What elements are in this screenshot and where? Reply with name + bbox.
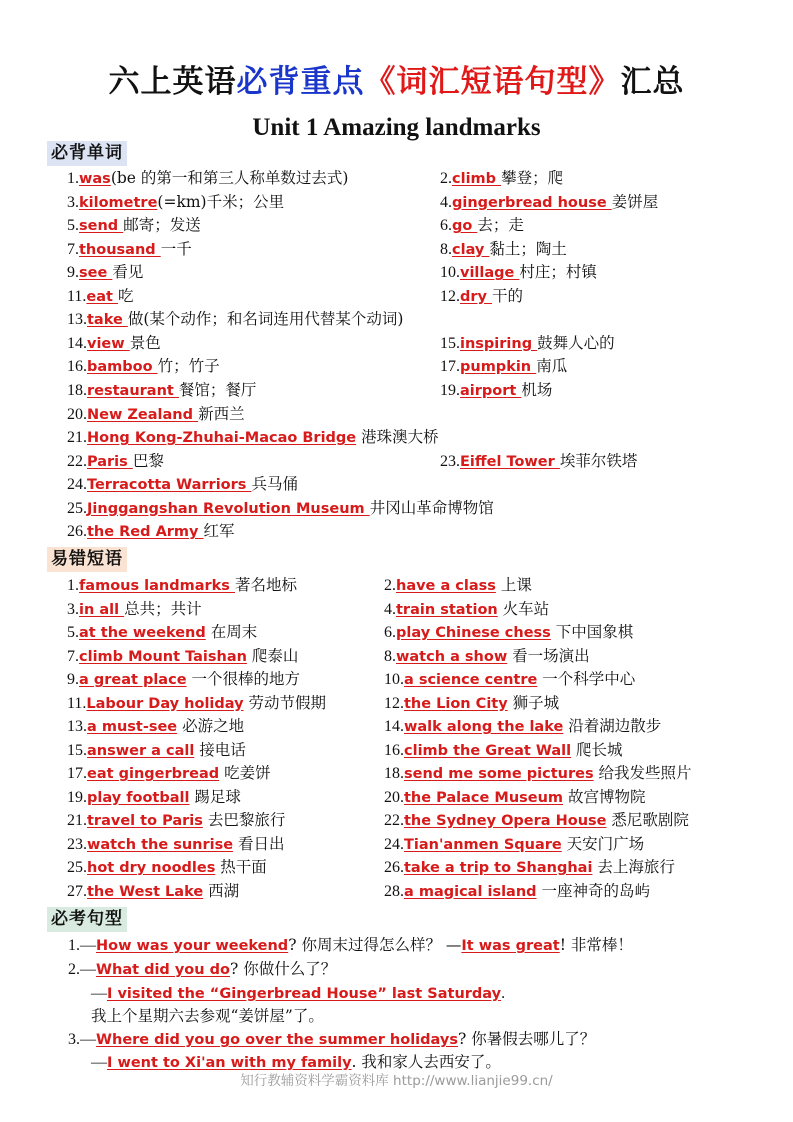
item-number: 7. — [67, 240, 79, 258]
list-item — [67, 598, 202, 622]
item-chinese: 看见 — [112, 263, 144, 282]
item-number: 21. — [67, 429, 87, 447]
item-english: see — [79, 265, 113, 282]
item-chinese: 机场 — [521, 380, 553, 399]
item-english: dry — [460, 288, 493, 305]
item-number: 6. — [384, 624, 396, 641]
list-item — [384, 692, 559, 716]
item-english: travel to Paris — [87, 813, 203, 829]
item-english: New Zealand — [87, 406, 199, 423]
sentence-2-question: 2.—What did you do? 你做什么了？ — [68, 960, 337, 978]
item-chinese: 一个科学中心 — [537, 670, 636, 688]
list-item — [67, 308, 403, 332]
list-item — [67, 786, 241, 810]
item-number: 26. — [67, 523, 87, 541]
item-chinese: 热干面 — [215, 858, 267, 876]
item-english: take — [87, 312, 128, 329]
item-chinese: 看日出 — [233, 834, 285, 853]
item-number: 14. — [67, 334, 87, 352]
list-item — [67, 497, 494, 521]
item-chinese: 村庄；村镇 — [519, 263, 597, 282]
item-number: 9. — [67, 264, 79, 282]
item-english: walk along the lake — [404, 719, 564, 735]
list-item — [67, 167, 348, 191]
item-number: 13. — [67, 311, 87, 329]
item-chinese: 姜饼屋 — [611, 192, 659, 211]
item-chinese: 去；走 — [477, 216, 524, 235]
item-chinese: 南瓜 — [536, 357, 568, 376]
item-chinese: 去巴黎旅行 — [202, 811, 286, 829]
item-chinese: 劳动节假期 — [243, 693, 327, 712]
list-item — [440, 191, 658, 215]
list-item — [67, 473, 298, 497]
item-number: 26. — [384, 859, 404, 876]
item-chinese: 景色 — [129, 333, 161, 352]
list-item — [67, 833, 285, 857]
sentence-1-answer: It was great — [461, 938, 560, 954]
item-number: 3. — [67, 600, 79, 618]
list-item — [384, 809, 689, 833]
item-number: 10. — [384, 671, 404, 688]
list-item — [67, 880, 239, 904]
list-item — [67, 762, 271, 786]
item-chinese: 沿着湖边散步 — [563, 717, 662, 735]
item-chinese: 去上海旅行 — [592, 858, 675, 876]
item-english: go — [452, 218, 478, 235]
item-number: 4. — [384, 600, 396, 618]
list-item — [384, 762, 692, 786]
item-english: hot dry noodles — [87, 860, 216, 876]
item-chinese: 西湖 — [203, 881, 240, 900]
item-chinese: (be 的第一和第三人称单数过去式) — [110, 169, 349, 187]
item-chinese: 下中国象棋 — [550, 623, 634, 641]
list-item — [440, 167, 563, 191]
item-english: the West Lake — [87, 883, 204, 900]
list-item — [440, 238, 567, 262]
item-number: 20. — [384, 788, 404, 806]
item-number: 23. — [440, 452, 460, 470]
item-chinese: 爬长城 — [571, 740, 623, 759]
item-english: a science centre — [404, 672, 538, 688]
item-number: 20. — [67, 405, 87, 423]
item-english: airport — [460, 382, 522, 399]
item-number: 23. — [67, 835, 87, 853]
item-english: bamboo — [87, 359, 158, 376]
item-chinese: 吃姜饼 — [219, 764, 271, 782]
item-chinese: 故宫博物院 — [563, 787, 646, 806]
item-english: Hong Kong-Zhuhai-Macao Bridge — [87, 430, 357, 447]
list-item — [384, 786, 645, 810]
item-number: 22. — [67, 452, 87, 470]
sentence-2-answer: —I visited the “Gingerbread House” last Saturday. — [91, 985, 506, 1002]
item-number: 13. — [67, 718, 87, 735]
list-item — [67, 692, 326, 716]
item-number: 8. — [384, 647, 396, 665]
item-english: the Lion City — [404, 695, 508, 712]
item-chinese: 悉尼歌剧院 — [606, 811, 689, 829]
item-chinese: 吃 — [118, 286, 134, 305]
item-number: 9. — [67, 671, 79, 688]
item-number: 10. — [440, 264, 460, 282]
item-chinese: 爬泰山 — [246, 646, 299, 665]
item-english: Terracotta Warriors — [87, 477, 252, 494]
item-number: 11. — [67, 694, 87, 712]
item-chinese: 天安门广场 — [561, 834, 645, 853]
item-english: the Palace Museum — [404, 789, 564, 806]
item-chinese: 火车站 — [497, 599, 550, 618]
item-chinese: 看一场演出 — [507, 646, 590, 665]
item-number: 15. — [67, 741, 87, 759]
list-item — [67, 238, 192, 262]
item-number: 18. — [67, 381, 87, 399]
list-item — [67, 332, 161, 356]
item-chinese: 邮寄；发送 — [123, 216, 201, 235]
item-number: 16. — [384, 741, 404, 759]
item-english: view — [87, 335, 130, 352]
item-chinese: 做(某个动作；和名词连用代替某个动词) — [127, 310, 404, 329]
title-part-4: 汇总 — [620, 64, 685, 100]
sentence-2-translation: 我上个星期六去参观“姜饼屋”了。 — [91, 1007, 324, 1025]
item-english: clay — [452, 241, 490, 258]
item-number: 18. — [384, 765, 404, 782]
item-english: train station — [396, 601, 498, 618]
sentence-3-answer: —I went to Xi'an with my family. 我和家人去西安了。 — [91, 1053, 501, 1071]
item-chinese: 狮子城 — [507, 693, 560, 712]
list-item — [67, 621, 257, 645]
item-number: 4. — [440, 193, 452, 211]
item-chinese: 黏土；陶土 — [489, 239, 567, 258]
item-english: eat — [86, 288, 119, 305]
item-number: 3. — [67, 193, 79, 211]
item-chinese: 一千 — [160, 239, 192, 258]
list-item — [67, 426, 439, 450]
list-item — [440, 379, 552, 403]
item-number: 2. — [440, 170, 452, 187]
item-number: 6. — [440, 217, 452, 235]
item-chinese: 接电话 — [194, 740, 246, 759]
item-chinese: 红军 — [203, 522, 235, 541]
item-english: Labour Day holiday — [86, 695, 244, 712]
list-item — [384, 715, 661, 739]
item-chinese: 上课 — [495, 576, 532, 594]
item-chinese: 在周末 — [205, 623, 258, 641]
list-item — [384, 574, 532, 598]
section-head-phrases: 易错短语 — [47, 547, 127, 572]
list-item — [384, 598, 549, 622]
item-number: 2. — [384, 577, 396, 594]
item-english: climb — [452, 171, 502, 187]
item-number: 17. — [440, 358, 460, 376]
list-item — [67, 856, 267, 880]
item-english: a must-see — [87, 719, 178, 735]
item-chinese: 餐馆；餐厅 — [178, 380, 257, 399]
item-chinese: 港珠澳大桥 — [356, 428, 439, 447]
item-chinese: 干的 — [492, 286, 524, 305]
list-item — [67, 191, 284, 215]
title-part-2: 必背重点 — [236, 64, 365, 100]
list-item — [67, 261, 143, 285]
item-english: pumpkin — [460, 359, 537, 376]
title-part-1: 六上英语 — [108, 64, 237, 100]
item-chinese: 总共；共计 — [124, 599, 202, 618]
list-item — [67, 520, 235, 544]
title-part-3: 《词汇短语句型》 — [364, 64, 621, 100]
list-item — [67, 645, 298, 669]
item-english: eat gingerbread — [87, 766, 220, 782]
item-english: play Chinese chess — [396, 625, 551, 641]
main-title — [0, 56, 793, 101]
item-english: kilometre — [79, 194, 158, 211]
list-item — [67, 715, 244, 739]
item-english: in all — [79, 601, 125, 618]
section-head-words: 必背单词 — [47, 141, 127, 166]
list-item — [384, 739, 623, 763]
item-number: 8. — [440, 240, 452, 258]
item-english: watch a show — [396, 648, 508, 665]
list-item — [67, 214, 201, 238]
item-english: answer a call — [87, 742, 195, 759]
item-number: 27. — [67, 882, 87, 900]
list-item — [384, 668, 635, 692]
item-number: 5. — [67, 217, 79, 235]
list-item — [67, 809, 285, 833]
item-number: 1. — [67, 577, 79, 594]
item-english: play football — [87, 789, 190, 806]
item-number: 24. — [67, 476, 87, 494]
item-english: a magical island — [404, 883, 537, 900]
item-chinese: 给我发些照片 — [593, 764, 692, 782]
list-item — [67, 450, 164, 474]
item-number: 21. — [67, 812, 87, 829]
item-english: send — [79, 218, 124, 235]
item-number: 28. — [384, 882, 404, 900]
item-number: 24. — [384, 835, 404, 853]
list-item — [384, 880, 650, 904]
item-english: Jinggangshan Revolution Museum — [87, 500, 370, 517]
item-english: watch the sunrise — [87, 836, 234, 853]
list-item — [384, 856, 675, 880]
list-item — [440, 214, 524, 238]
item-english: have a class — [396, 578, 496, 594]
item-english: Eiffel Tower — [460, 453, 560, 470]
list-item — [440, 332, 615, 356]
list-item — [384, 621, 633, 645]
item-number: 12. — [440, 287, 460, 305]
list-item — [440, 285, 523, 309]
item-chinese: 埃菲尔铁塔 — [559, 451, 638, 470]
list-item — [67, 379, 256, 403]
item-chinese: 攀登；爬 — [501, 169, 564, 187]
item-chinese: 著名地标 — [235, 576, 298, 594]
list-item — [67, 355, 220, 379]
item-number: 22. — [384, 812, 404, 829]
item-english: Tian'anmen Square — [404, 836, 562, 853]
item-chinese: 一座神奇的岛屿 — [536, 881, 650, 900]
item-number: 19. — [440, 381, 460, 399]
item-chinese: 必游之地 — [177, 717, 245, 735]
item-chinese: 竹；竹子 — [157, 357, 220, 376]
list-item — [440, 450, 637, 474]
list-item — [67, 285, 134, 309]
item-english: famous landmarks — [79, 578, 235, 594]
item-number: 12. — [384, 694, 404, 712]
item-english: thousand — [79, 241, 161, 258]
item-english: send me some pictures — [404, 766, 594, 782]
list-item — [67, 574, 297, 598]
item-chinese: 巴黎 — [132, 451, 164, 470]
item-chinese: 一个很棒的地方 — [186, 670, 300, 688]
list-item — [67, 739, 246, 763]
item-number: 16. — [67, 358, 87, 376]
item-number: 19. — [67, 788, 87, 806]
item-english: the Red Army — [87, 524, 204, 541]
list-item — [440, 355, 567, 379]
sentence-1-question: How was your weekend — [96, 938, 289, 954]
item-english: at the weekend — [79, 625, 206, 641]
item-chinese: 兵马俑 — [251, 475, 298, 494]
item-english: climb the Great Wall — [404, 742, 572, 759]
sentence-3-question: 3.—Where did you go over the summer holidays? 你暑假去哪儿了？ — [68, 1030, 596, 1048]
item-number: 5. — [67, 624, 79, 641]
item-english: a great place — [79, 672, 187, 688]
item-chinese: (=km)千米；公里 — [157, 192, 285, 211]
list-item — [384, 833, 644, 857]
item-chinese: 踢足球 — [189, 787, 241, 806]
footer-watermark: 知行教辅资料学霸资料库 http://www.lianjie99.cn/ — [240, 1073, 553, 1089]
unit-subtitle: Unit 1 Amazing landmarks — [252, 114, 541, 141]
item-english: restaurant — [87, 382, 179, 399]
item-english: village — [460, 265, 520, 282]
item-chinese: 新西兰 — [198, 404, 245, 423]
item-number: 17. — [67, 765, 87, 782]
item-english: climb Mount Taishan — [79, 648, 247, 665]
list-item — [67, 403, 245, 427]
item-english: was — [79, 171, 111, 187]
item-number: 25. — [67, 859, 87, 876]
item-chinese: 井冈山革命博物馆 — [369, 498, 494, 517]
item-number: 25. — [67, 499, 87, 517]
item-number: 15. — [440, 334, 460, 352]
item-number: 7. — [67, 647, 79, 665]
item-english: Paris — [87, 453, 133, 470]
list-item — [67, 668, 300, 692]
item-english: take a trip to Shanghai — [404, 860, 593, 876]
item-english: gingerbread house — [452, 194, 612, 211]
item-chinese: 鼓舞人心的 — [537, 333, 615, 352]
item-english: inspiring — [460, 335, 538, 352]
list-item — [440, 261, 597, 285]
list-item — [384, 645, 590, 669]
section-head-sentences: 必考句型 — [47, 907, 127, 932]
item-number: 1. — [67, 170, 79, 187]
sentence-1: 1.—How was your weekend? 你周末过得怎么样？ —It was great! 非常棒！ — [68, 936, 633, 954]
item-number: 11. — [67, 287, 87, 305]
item-number: 14. — [384, 718, 404, 735]
item-english: the Sydney Opera House — [404, 813, 607, 829]
